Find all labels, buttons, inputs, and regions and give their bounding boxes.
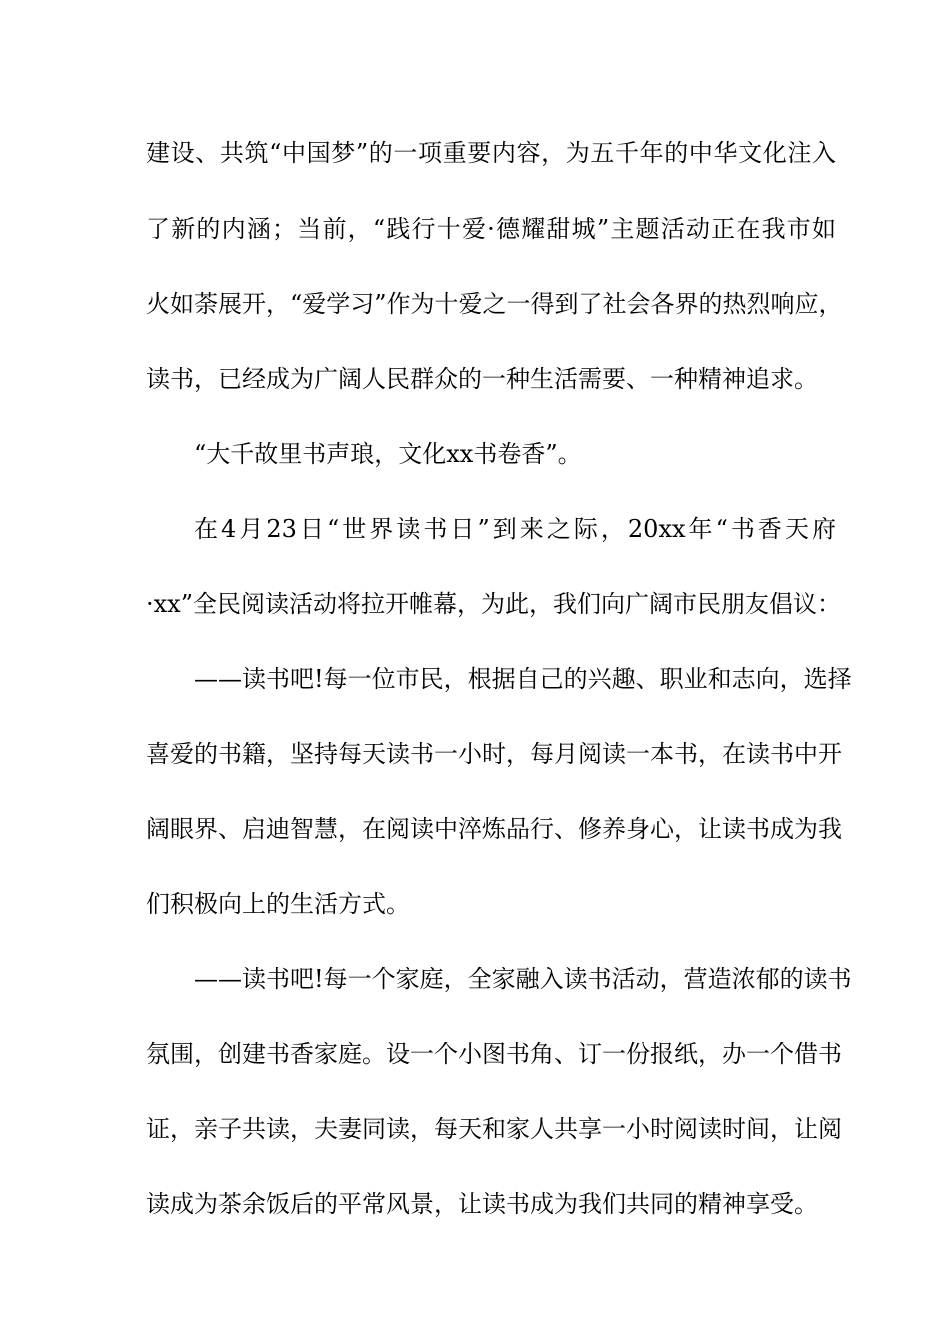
text-line: 建设、共筑“中国梦”的一项重要内容，为五千年的中华文化注入: [146, 139, 836, 167]
text-line: 们积极向上的生活方式。: [146, 890, 410, 918]
text-line: 氛围，创建书香家庭。设一个小图书角、订一份报纸，办一个借书: [146, 1040, 842, 1068]
text-line: 证，亲子共读，夫妻同读，每天和家人共享一小时阅读时间，让阅: [146, 1115, 842, 1143]
text-line: ·xx”全民阅读活动将拉开帷幕，为此，我们向广阔市民朋友倡议：: [146, 590, 841, 618]
text-line: “大千故里书声琅，文化xx书卷香”。: [194, 440, 582, 468]
text-line: 阔眼界、启迪智慧，在阅读中淬炼品行、修养身心，让读书成为我: [146, 815, 842, 843]
text-line: ——读书吧!每一位市民，根据自己的兴趣、职业和志向，选择: [194, 665, 852, 693]
text-line: 了新的内涵；当前，“践行十爱·德耀甜城”主题活动正在我市如: [146, 215, 836, 243]
text-line: 火如荼展开，“爱学习”作为十爱之一得到了社会各界的热烈响应，: [146, 290, 843, 318]
text-line: 喜爱的书籍，坚持每天读书一小时，每月阅读一本书，在读书中开: [146, 740, 842, 768]
text-line: 在4月23日“世界读书日”到来之际，20xx年“书香天府: [194, 515, 836, 543]
text-line: 读成为茶余饭后的平常风景，让读书成为我们共同的精神享受。: [146, 1190, 818, 1218]
text-line: ——读书吧!每一个家庭，全家融入读书活动，营造浓郁的读书: [194, 965, 852, 993]
text-line: 读书，已经成为广阔人民群众的一种生活需要、一种精神追求。: [146, 365, 818, 393]
